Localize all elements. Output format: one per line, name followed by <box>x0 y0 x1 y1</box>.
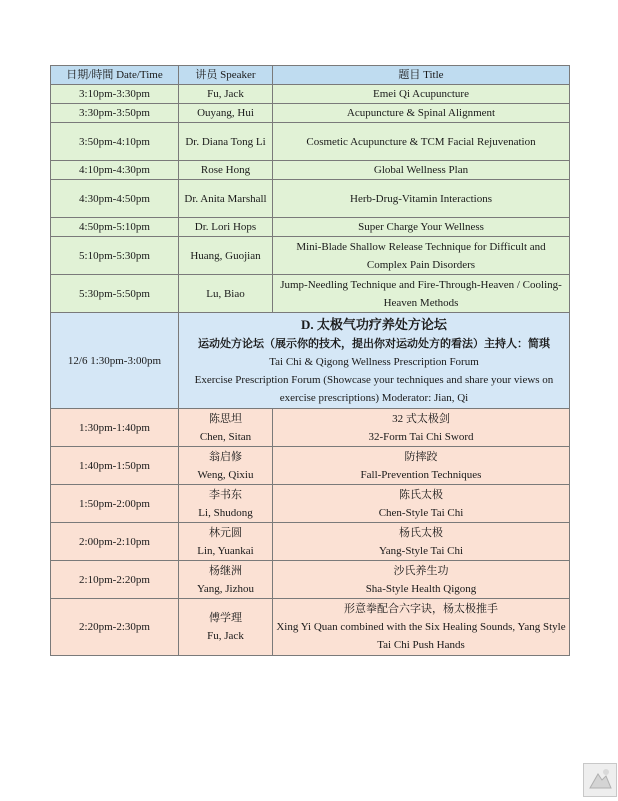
table-row <box>51 161 570 180</box>
session-title: Emei Qi Acupuncture <box>273 85 570 104</box>
forum-english-title: Tai Chi & Qigong Wellness Prescription Forum <box>269 355 479 368</box>
session-speaker <box>179 409 273 447</box>
session-speaker: Rose Hong <box>179 161 273 180</box>
speaker-english-name: Fu, Jack <box>207 630 244 642</box>
forum-english-description: Exercise Prescription Forum (Showcase your techniques and share your views on exercise prescriptions) Moderator: Jian, Qi <box>194 373 554 404</box>
session-speaker <box>179 485 273 523</box>
speaker-chinese-name: 林元圆 <box>209 526 242 539</box>
forum-date-time: 12/6 1:30pm-3:00pm <box>51 313 179 409</box>
title-chinese: 形意拳配合六字诀，杨太极推手 <box>344 603 498 615</box>
session-time: 1:30pm-1:40pm <box>51 409 179 447</box>
table-row <box>51 237 570 275</box>
session-time: 4:10pm-4:30pm <box>51 161 179 180</box>
speaker-chinese-name: 傅学理 <box>209 612 242 624</box>
session-title <box>273 561 570 599</box>
table-row <box>51 447 570 485</box>
header-speaker: 讲员 Speaker <box>179 66 273 85</box>
session-speaker: Dr. Lori Hops <box>179 218 273 237</box>
speaker-english-name: Chen, Sitan <box>199 430 252 443</box>
session-speaker: Lu, Biao <box>179 275 273 313</box>
title-english: Yang-Style Tai Chi <box>378 544 464 557</box>
session-time: 3:50pm-4:10pm <box>51 123 179 161</box>
title-english: 32-Form Tai Chi Sword <box>368 430 474 443</box>
speaker-chinese-name: 陈思坦 <box>209 412 242 425</box>
speaker-chinese-name: 翁启修 <box>209 450 242 463</box>
table-row <box>51 599 570 656</box>
table-row <box>51 561 570 599</box>
session-time: 3:10pm-3:30pm <box>51 85 179 104</box>
title-chinese: 杨氏太极 <box>399 526 443 539</box>
session-title <box>273 485 570 523</box>
session-speaker: Huang, Guojian <box>179 237 273 275</box>
title-english: Chen-Style Tai Chi <box>378 506 464 519</box>
speaker-chinese-name: 杨继洲 <box>209 564 242 577</box>
session-title: Cosmetic Acupuncture & TCM Facial Rejuvenation <box>273 123 570 161</box>
speaker-english-name: Weng, Qixiu <box>197 468 254 481</box>
session-speaker <box>179 561 273 599</box>
session-speaker: Fu, Jack <box>179 85 273 104</box>
table-row <box>51 180 570 218</box>
session-speaker: Dr. Diana Tong Li <box>179 123 273 161</box>
title-chinese: 沙氏养生功 <box>393 564 449 577</box>
table-row <box>51 123 570 161</box>
forum-description <box>179 313 570 409</box>
title-english: Xing Yi Quan combined with the Six Healing Sounds, Yang Style Tai Chi Push Hands <box>276 621 566 651</box>
session-time: 2:20pm-2:30pm <box>51 599 179 656</box>
forum-row <box>51 313 570 409</box>
speaker-english-name: Li, Shudong <box>198 506 253 519</box>
session-title: Acupuncture & Spinal Alignment <box>273 104 570 123</box>
table-header-row <box>51 66 570 85</box>
session-time: 2:10pm-2:20pm <box>51 561 179 599</box>
speaker-english-name: Yang, Jizhou <box>197 582 254 595</box>
forum-chinese-line: 运动处方论坛（展示你的技术，提出你对运动处方的看法）主持人：简琪 <box>198 337 550 350</box>
title-english: Fall-Prevention Techniques <box>360 468 482 481</box>
title-english: Sha-Style Health Qigong <box>365 582 477 595</box>
session-time: 5:30pm-5:50pm <box>51 275 179 313</box>
header-title: 题目 Title <box>273 66 570 85</box>
session-title <box>273 409 570 447</box>
session-speaker <box>179 447 273 485</box>
table-row <box>51 409 570 447</box>
title-chinese: 防摔跤 <box>404 450 438 463</box>
session-time: 5:10pm-5:30pm <box>51 237 179 275</box>
session-time: 1:40pm-1:50pm <box>51 447 179 485</box>
session-time: 4:50pm-5:10pm <box>51 218 179 237</box>
table-row <box>51 485 570 523</box>
table-row <box>51 275 570 313</box>
session-title: Mini-Blade Shallow Release Technique for Difficult and Complex Pain Disorders <box>273 237 570 275</box>
session-title <box>273 523 570 561</box>
schedule-table <box>50 65 570 656</box>
session-title <box>273 447 570 485</box>
header-date-time: 日期/時間 Date/Time <box>51 66 179 85</box>
session-time: 4:30pm-4:50pm <box>51 180 179 218</box>
table-row <box>51 85 570 104</box>
session-title: Herb-Drug-Vitamin Interactions <box>273 180 570 218</box>
session-title: Global Wellness Plan <box>273 161 570 180</box>
title-chinese: 32 式太极剑 <box>392 412 450 425</box>
table-row <box>51 523 570 561</box>
session-time: 2:00pm-2:10pm <box>51 523 179 561</box>
speaker-chinese-name: 李书东 <box>209 488 242 501</box>
session-speaker <box>179 523 273 561</box>
session-title: Jump-Needling Technique and Fire-Through-Heaven / Cooling-Heaven Methods <box>273 275 570 313</box>
forum-title: D. 太极气功疗养处方论坛 <box>301 316 447 332</box>
session-speaker <box>179 599 273 656</box>
session-title <box>273 599 570 656</box>
session-time: 3:30pm-3:50pm <box>51 104 179 123</box>
table-row <box>51 218 570 237</box>
corner-logo-icon <box>583 763 617 797</box>
session-time: 1:50pm-2:00pm <box>51 485 179 523</box>
table-row <box>51 104 570 123</box>
session-speaker: Ouyang, Hui <box>179 104 273 123</box>
session-speaker: Dr. Anita Marshall <box>179 180 273 218</box>
speaker-english-name: Lin, Yuankai <box>197 544 254 557</box>
session-title: Super Charge Your Wellness <box>273 218 570 237</box>
title-chinese: 陈氏太极 <box>399 488 443 501</box>
